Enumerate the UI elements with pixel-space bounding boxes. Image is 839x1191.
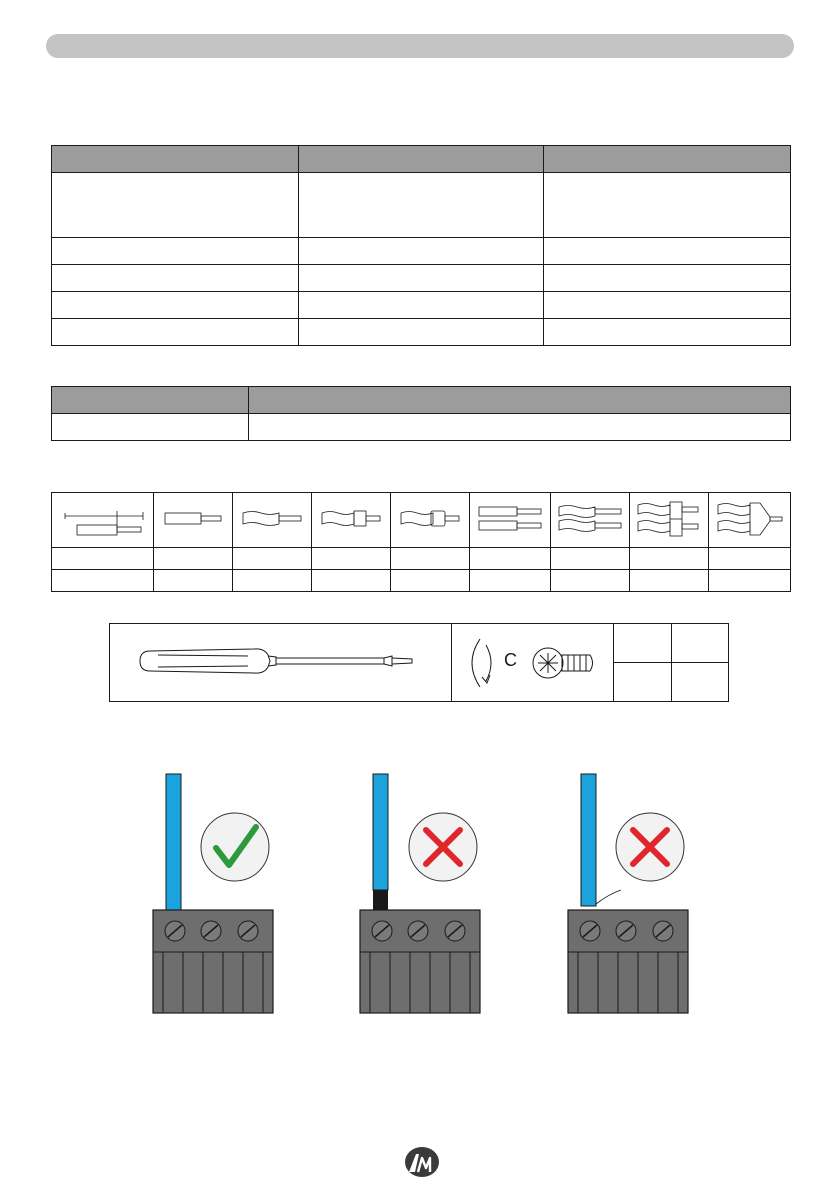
table-cell (52, 238, 299, 265)
table-cell (672, 624, 729, 663)
table-cell (154, 548, 233, 570)
table-cell (52, 570, 154, 592)
wiring-example-incorrect-insulation (357, 770, 487, 1016)
table-cell (672, 663, 729, 702)
table-cell (249, 414, 791, 441)
table-cell (299, 319, 544, 346)
table-cell (299, 265, 544, 292)
insulated-ferrule-icon (312, 493, 391, 548)
table-cell (544, 292, 791, 319)
specs-header-3 (544, 146, 791, 173)
cross-icon (613, 810, 687, 884)
table-cell (544, 265, 791, 292)
table-cell (299, 292, 544, 319)
table-cell (630, 570, 709, 592)
table-cell (391, 548, 470, 570)
table-cell (709, 570, 791, 592)
specs-header-1 (52, 146, 299, 173)
stripped-wire-icon (52, 493, 154, 548)
table-cell (544, 319, 791, 346)
tightening-label: C (504, 650, 517, 670)
table-row (52, 319, 791, 346)
table-cell (614, 663, 672, 702)
table-cell (52, 265, 299, 292)
table-cell (391, 570, 470, 592)
cone-ferrule-icon (709, 493, 791, 548)
specs-table (51, 145, 791, 346)
double-ferrule-icon (470, 493, 551, 548)
terminal-block (153, 910, 273, 1013)
brand-logo (402, 1146, 440, 1178)
checkmark-icon (198, 810, 272, 884)
table-cell (470, 548, 551, 570)
table-cell (551, 570, 630, 592)
table-cell (299, 173, 544, 238)
table-cell (630, 548, 709, 570)
table-row (52, 173, 791, 238)
wire-table (51, 386, 791, 441)
table-cell (544, 173, 791, 238)
table-cell (52, 292, 299, 319)
table-cell (470, 570, 551, 592)
table-cell (551, 548, 630, 570)
table-cell (312, 548, 391, 570)
table-row (52, 570, 791, 592)
table-row (52, 548, 791, 570)
table-cell (544, 238, 791, 265)
rotation-arrow-icon (472, 639, 480, 687)
bare-strand-icon (233, 493, 312, 548)
table-cell (52, 414, 249, 441)
screwdriver-icon (110, 624, 452, 702)
tightening-torque-cell (452, 624, 614, 702)
section-header-bar (46, 34, 794, 58)
table-cell (299, 238, 544, 265)
table-cell (709, 548, 791, 570)
wiring-example-correct (150, 770, 280, 1016)
cable-types-table (51, 492, 791, 592)
cross-icon (406, 810, 480, 884)
table-cell (233, 548, 312, 570)
table-cell (154, 570, 233, 592)
table-cell (52, 173, 299, 238)
wire-header-2 (249, 387, 791, 414)
wire-header-1 (52, 387, 249, 414)
table-row (52, 414, 791, 441)
twin-ferrule-icon (630, 493, 709, 548)
table-row (52, 265, 791, 292)
double-bare-icon (551, 493, 630, 548)
table-cell (233, 570, 312, 592)
table-cell (52, 319, 299, 346)
table-row (52, 238, 791, 265)
table-cell (312, 570, 391, 592)
wiring-example-incorrect-strands (565, 770, 695, 1016)
table-row (52, 292, 791, 319)
specs-header-2 (299, 146, 544, 173)
table-cell (52, 548, 154, 570)
tools-table (109, 623, 729, 702)
ferrule-icon (154, 493, 233, 548)
table-cell (614, 624, 672, 663)
collared-ferrule-icon (391, 493, 470, 548)
